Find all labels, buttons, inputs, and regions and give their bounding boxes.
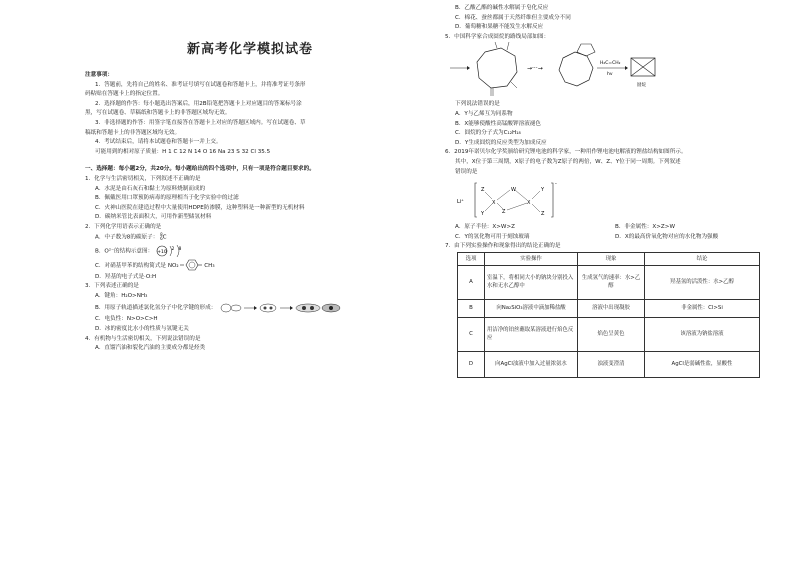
q2-option-a: A．中子数为8的碳原子： 8 6 C [95, 231, 167, 241]
q4-option-c: C．棉花、蚕丝都属于天然纤维但主要成分不同 [455, 14, 571, 21]
table-header: 现象 [578, 252, 645, 265]
svg-text:-: - [555, 181, 557, 188]
svg-text:8: 8 [178, 246, 182, 252]
q3-option-d: D．冰的密度比水小的性质与氢键无关 [95, 325, 189, 332]
table-cell: C [458, 317, 485, 351]
notice-line: 2．选择题的作答：每小题选出答案后，用2B铅笔把答题卡上对应题目的答案标号涂 [95, 100, 302, 107]
q1-option-c: C．火神山医院在建造过程中大量使用HDPE防渗膜，这种塑料是一种新型的无机材料 [95, 204, 305, 211]
table-cell: 用洁净的铂丝蘸取某溶液进行焰色反应 [485, 317, 578, 351]
q2-option-c: C．对硝基甲苯的结构简式是 NO₂ CH₃ [85, 259, 415, 273]
table-cell: 溶液中出现凝胶 [578, 299, 645, 317]
benzene-ring-icon [180, 259, 202, 271]
table-row [458, 351, 760, 377]
q3-stem: 3．下列表述正确的是 [85, 283, 139, 290]
q6-option-a: A．原子半径：X>W>Z [455, 224, 515, 231]
q6-stem: 错误的是 [455, 168, 478, 175]
q5-sub: 下列说法错误的是 [455, 101, 500, 108]
svg-text:+10: +10 [157, 249, 167, 255]
notice-line: 稿纸和答题卡上的非答题区域均无效。 [85, 129, 181, 136]
q3-option-a: A．键角：H₂O>NH₃ [95, 292, 148, 299]
isotope-mass: 8 [160, 231, 163, 237]
isotope-number: 6 [160, 235, 163, 241]
table-cell: 焰色呈黄色 [578, 317, 645, 351]
svg-text:Z: Z [481, 187, 485, 194]
q6-options-row1 [445, 223, 775, 233]
q5-option-a: A．Y与乙烯互为同系物 [455, 110, 513, 117]
synthesis-route-diagram [445, 42, 775, 100]
table-cell: 非金属性：Cl>Si [645, 299, 760, 317]
q1-option-b: B．佩戴医用口罩预防病毒的原理相当于化学实验中的过滤 [95, 195, 239, 202]
svg-text:W: W [511, 187, 516, 194]
q5-option-c: C．囧烷的分子式为C₁₂H₁₈ [455, 130, 521, 137]
lithium-salt-structure [445, 177, 775, 223]
q4-option-d: D．葡萄糖和果糖不能发生水解反应 [455, 24, 544, 31]
svg-text:hv: hv [607, 72, 613, 78]
orbital-overlap-diagram [218, 303, 343, 313]
notice-line: 4．考试结束后，请将本试题卷和答题卡一并上交。 [95, 139, 222, 146]
q2-option-d: D．羟基的电子式是·O:H [95, 273, 157, 280]
q6-option-d: D．X的最高价氧化物对应的水化物为强酸 [615, 233, 719, 240]
q3-option-b: B．用原子轨道描述氯化氢分子中化学键的形成： [85, 301, 415, 315]
q6-stem: 其中，X位于第三周期，X原子的电子数为Z原子的两倍，W、Z、Y位于同一周期。下列叙述 [455, 158, 681, 165]
table-cell: 浊液变澄清 [578, 351, 645, 377]
q4-option-b: B．乙酸乙酯的碱性水解属于皂化反应 [455, 5, 549, 11]
q6-option-c: C．Y的氢化物可用于刻蚀玻璃 [455, 233, 530, 240]
notice-line: 码粘贴在答题卡上的指定位置。 [85, 91, 164, 98]
q1-option-a: A．水泥是由石灰石和黏土为原料烧制而成的 [95, 185, 206, 192]
table-cell: AgCl是弱碱性盐，显酸性 [645, 351, 760, 377]
table-cell: 羟基氢的活泼性：水>乙醇 [645, 265, 760, 299]
svg-text:Z: Z [502, 209, 506, 216]
q4-option-a: A．直馏汽油和裂化汽油的主要成分都是烃类 [95, 345, 206, 352]
q6-options-row2 [445, 233, 775, 243]
experiment-table [457, 252, 760, 378]
q5-option-b: B．X能够使酸性高锰酸钾溶液褪色 [455, 120, 541, 127]
table-cell: D [458, 351, 485, 377]
table-cell: B [458, 299, 485, 317]
q5-stem: 5．中国科学家合成囧烷的路线局部如图： [445, 33, 550, 40]
notice-heading: 注意事项： [85, 72, 113, 78]
isotope-symbol: C [162, 234, 167, 240]
q3-option-c: C．电负性：N>O>C>H [95, 316, 158, 323]
table-cell: 向AgCl浊液中加入过量浓氨水 [485, 351, 578, 377]
table-header-row [458, 252, 760, 265]
notice-line: 黑，写在试题卷、草稿纸和答题卡上的非答题区域均无效。 [85, 110, 231, 117]
svg-text:Y: Y [481, 211, 485, 218]
atom-structure-diagram [155, 243, 195, 259]
atomic-masses: 可能用到的相对原子质量：H 1 C 12 N 14 O 16 Na 23 S 32 Cl 35.5 [95, 148, 271, 155]
table-row [458, 265, 760, 299]
notice-line: 1．答题前，先将自己的姓名、准考证号填写在试题卷和答题卡上，并将准考证号条形 [95, 81, 306, 88]
svg-text:X: X [492, 200, 496, 207]
table-header: 实验操作 [485, 252, 578, 265]
q6-option-b: B．非金属性：X>Z>W [615, 224, 675, 231]
q6-stem: 6．2019年诺贝尔化学奖颁给研究锂电池的科学家，一种用作锂电池电解液的锂盐结构如图所示。 [445, 149, 687, 156]
table-cell: A [458, 265, 485, 299]
q4-stem: 4．有机物与生活密切相关，下列说法错误的是 [85, 335, 201, 342]
q7-stem: 7．由下列实验操作和现象得出的结论正确的是 [445, 243, 561, 250]
table-cell: 该溶液为钠盐溶液 [645, 317, 760, 351]
q2-option-b: B．O²⁻的结构示意图： +10 2 8 [85, 243, 415, 259]
q1-stem: 1．化学与生活密切相关，下列叙述不正确的是 [85, 175, 201, 182]
svg-text:Li⁺: Li⁺ [457, 199, 464, 206]
right-column [445, 0, 775, 378]
product-label: 囧烷 [637, 83, 646, 89]
table-header: 结论 [645, 252, 760, 265]
table-row [458, 299, 760, 317]
notice-line: 3．非选择题的作答：用签字笔直接答在答题卡上对应的答题区域内。写在试题卷、草 [95, 119, 306, 126]
q2-stem: 2．下列化学用语表示正确的是 [85, 223, 162, 230]
q1-option-d: D．碳纳米管比表面积大，可用作新型储氢材料 [95, 214, 212, 221]
table-cell: 室温下，将相同大小的钠块分别投入水和无水乙醇中 [485, 265, 578, 299]
arrow-dots: →···→ [527, 65, 543, 73]
table-row [458, 317, 760, 351]
section-heading: 一、选择题：每小题2分，共20分。每小题给出的四个选项中，只有一项是符合题目要求的。 [85, 166, 315, 173]
table-cell: 生成氢气的速率：水>乙醇 [578, 265, 645, 299]
left-column [85, 30, 415, 354]
table-header: 选项 [458, 252, 485, 265]
svg-text:X: X [527, 200, 531, 207]
table-cell: 向Na₂SiO₃溶液中滴加稀盐酸 [485, 299, 578, 317]
svg-text:Y: Y [541, 187, 545, 194]
svg-text:2: 2 [171, 246, 175, 252]
svg-text:Z: Z [541, 211, 545, 218]
page-title: 新高考化学模拟试卷 [186, 42, 313, 57]
svg-text:H₂C=CH₂: H₂C=CH₂ [600, 61, 621, 67]
q5-option-d: D．Y生成囧烷的反应类型为加成反应 [455, 139, 547, 146]
